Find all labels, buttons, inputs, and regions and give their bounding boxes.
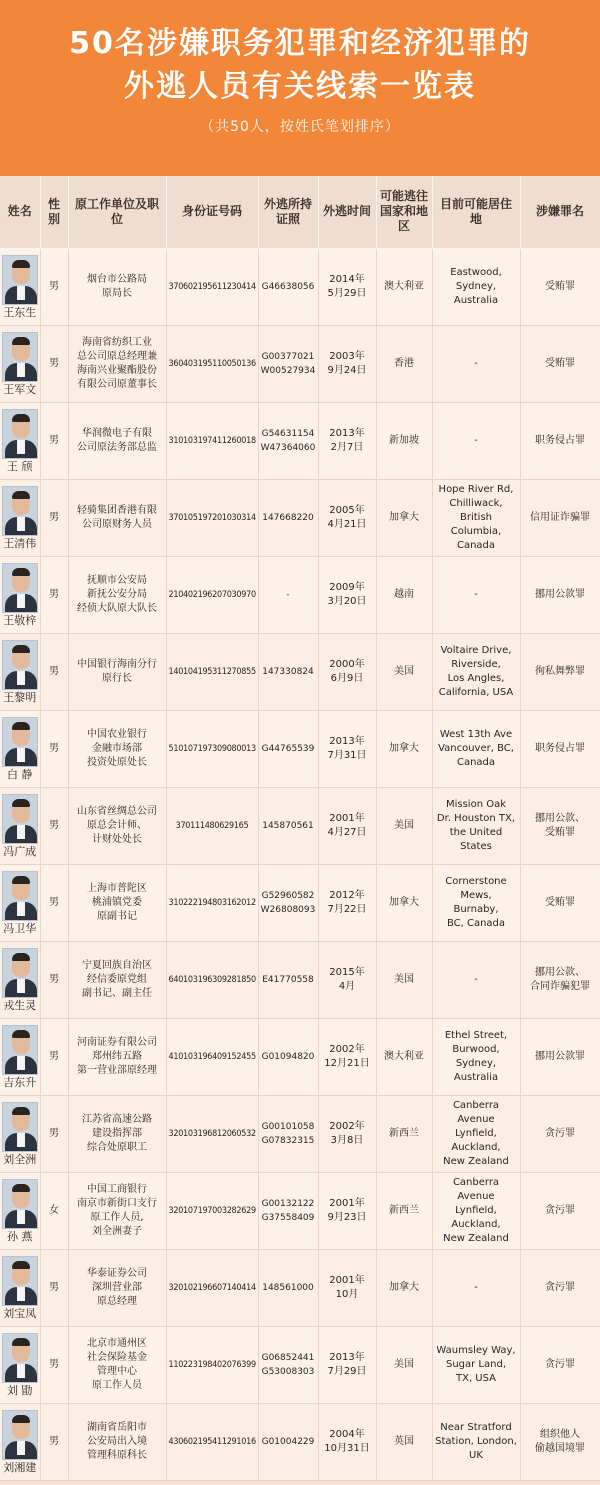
id-number-cell: 310103197411260018 [166,402,258,479]
table-row [0,402,600,479]
unit-cell: 山东省丝绸总公司 原总会计师、 计财处处长 [68,787,166,864]
gender-cell: 男 [40,864,68,941]
crime-cell: 组织他人 偷越国境罪 [520,1403,600,1480]
person-name: 王东生 [3,305,37,319]
person-name: 戎生灵 [3,998,37,1012]
passport-cell: G00132122 G37558409 [258,1172,318,1249]
person-name: 王敬梓 [3,613,37,627]
id-number-cell: 430602195411291016 [166,1403,258,1480]
table-row [0,864,600,941]
name-cell [0,941,40,1018]
person-name: 冯卫华 [3,921,37,935]
gender-cell: 男 [40,556,68,633]
table-row [0,787,600,864]
country-cell: 澳大利亚 [376,248,432,325]
col-header-unit: 原工作单位及职位 [68,176,166,248]
escape-time-cell: 2001年 4月27日 [318,787,376,864]
name-cell [0,325,40,402]
gender-cell: 男 [40,1326,68,1403]
passport-cell: E41770558 [258,941,318,1018]
residence-cell: Hope River Rd, Chilliwack, British Columbia, Canada [432,479,520,556]
residence-cell: Canberra Avenue Lynfield, Auckland, New Zealand [432,1095,520,1172]
residence-cell: Canberra Avenue Lynfield, Auckland, New Zealand [432,1172,520,1249]
crime-cell: 挪用公款罪 [520,1018,600,1095]
name-cell [0,556,40,633]
passport-cell: G06852441 G53008303 [258,1326,318,1403]
gender-cell: 男 [40,248,68,325]
escape-time-cell: 2005年 4月21日 [318,479,376,556]
escape-time-cell: 2013年 7月31日 [318,710,376,787]
crime-cell: 贪污罪 [520,1095,600,1172]
passport-cell: 147668220 [258,479,318,556]
crime-cell: 贪污罪 [520,1249,600,1326]
escape-time-cell: 2000年 6月9日 [318,633,376,710]
gender-cell: 男 [40,1403,68,1480]
crime-cell: 受贿罪 [520,248,600,325]
portrait-photo [2,1179,38,1229]
country-cell: 澳大利亚 [376,1018,432,1095]
table-row [0,633,600,710]
gender-cell: 男 [40,325,68,402]
col-header-name: 姓名 [0,176,40,248]
table-row [0,941,600,1018]
name-cell [0,479,40,556]
portrait-photo [2,640,38,690]
escape-time-cell: 2013年 7月29日 [318,1326,376,1403]
portrait-photo [2,1102,38,1152]
person-name: 王黎明 [3,690,37,704]
escape-time-cell: 2009年 3月20日 [318,556,376,633]
portrait-photo [2,717,38,767]
unit-cell: 烟台市公路局 原局长 [68,248,166,325]
fugitive-table [0,176,600,1481]
passport-cell: G54631154 W47364060 [258,402,318,479]
portrait-photo [2,255,38,305]
residence-cell: Eastwood, Sydney, Australia [432,248,520,325]
unit-cell: 抚顺市公安局 新抚公安分局 经侦大队原大队长 [68,556,166,633]
id-number-cell: 370105197201030314 [166,479,258,556]
page-header [0,0,600,176]
crime-cell: 受贿罪 [520,325,600,402]
name-cell [0,633,40,710]
unit-cell: 华润微电子有限 公司原法务部总监 [68,402,166,479]
country-cell: 美国 [376,941,432,1018]
id-number-cell: 110223198402076399 [166,1326,258,1403]
gender-cell: 男 [40,710,68,787]
col-header-crime: 涉嫌罪名 [520,176,600,248]
table-row [0,710,600,787]
col-header-residence: 目前可能居住地 [432,176,520,248]
unit-cell: 河南证券有限公司 郑州纬五路 第一营业部原经理 [68,1018,166,1095]
residence-cell: Waumsley Way, Sugar Land, TX, USA [432,1326,520,1403]
passport-cell: G52960582 W26808093 [258,864,318,941]
escape-time-cell: 2002年 3月8日 [318,1095,376,1172]
crime-cell: 信用证诈骗罪 [520,479,600,556]
country-cell: 加拿大 [376,1249,432,1326]
portrait-photo [2,409,38,459]
escape-time-cell: 2014年 5月29日 [318,248,376,325]
person-name: 王军文 [3,382,37,396]
residence-cell: - [432,1249,520,1326]
name-cell [0,1326,40,1403]
unit-cell: 江苏省高速公路 建设指挥部 综合处原职工 [68,1095,166,1172]
residence-cell: - [432,941,520,1018]
portrait-photo [2,948,38,998]
passport-cell: - [258,556,318,633]
residence-cell: West 13th Ave Vancouver, BC, Canada [432,710,520,787]
name-cell [0,864,40,941]
crime-cell: 受贿罪 [520,864,600,941]
passport-cell: 148561000 [258,1249,318,1326]
portrait-photo [2,486,38,536]
title-line-1: 50名涉嫌职务犯罪和经济犯罪的 [69,26,531,61]
table-row [0,1326,600,1403]
residence-cell: Ethel Street, Burwood, Sydney, Australia [432,1018,520,1095]
escape-time-cell: 2001年 9月23日 [318,1172,376,1249]
passport-cell: G00377021 W00527934 [258,325,318,402]
escape-time-cell: 2013年 2月7日 [318,402,376,479]
col-header-time: 外逃时间 [318,176,376,248]
unit-cell: 北京市通州区 社会保险基金 管理中心 原工作人员 [68,1326,166,1403]
name-cell [0,402,40,479]
portrait-photo [2,1256,38,1306]
country-cell: 新西兰 [376,1172,432,1249]
person-name: 冯广成 [3,844,37,858]
name-cell [0,248,40,325]
gender-cell: 男 [40,1095,68,1172]
gender-cell: 女 [40,1172,68,1249]
unit-cell: 华泰证券公司 深圳营业部 原总经理 [68,1249,166,1326]
table-row [0,556,600,633]
col-header-id: 身份证号码 [166,176,258,248]
table-row [0,1095,600,1172]
country-cell: 美国 [376,787,432,864]
table-row [0,1403,600,1480]
person-name: 刘宝凤 [3,1306,37,1320]
country-cell: 加拿大 [376,479,432,556]
person-name: 刘 勖 [7,1383,33,1397]
escape-time-cell: 2012年 7月22日 [318,864,376,941]
name-cell [0,1249,40,1326]
id-number-cell: 360403195110050136 [166,325,258,402]
name-cell [0,1018,40,1095]
col-header-gender: 性别 [40,176,68,248]
gender-cell: 男 [40,787,68,864]
table-row [0,1172,600,1249]
unit-cell: 上海市普陀区 桃浦镇党委 原副书记 [68,864,166,941]
id-number-cell: 320102196607140414 [166,1249,258,1326]
passport-cell: 145870561 [258,787,318,864]
unit-cell: 湖南省岳阳市 公安局出入境 管理科原科长 [68,1403,166,1480]
id-number-cell: 640103196309281850 [166,941,258,1018]
country-cell: 美国 [376,1326,432,1403]
passport-cell: G01094820 [258,1018,318,1095]
portrait-photo [2,332,38,382]
id-number-cell: 320103196812060532 [166,1095,258,1172]
portrait-photo [2,563,38,613]
unit-cell: 中国银行海南分行 原行长 [68,633,166,710]
table-row [0,325,600,402]
crime-cell: 挪用公款、 受贿罪 [520,787,600,864]
residence-cell: - [432,556,520,633]
unit-cell: 轻骑集团香港有限 公司原财务人员 [68,479,166,556]
person-name: 白 静 [7,767,33,781]
person-name: 吉东升 [3,1075,37,1089]
gender-cell: 男 [40,1018,68,1095]
portrait-photo [2,1410,38,1460]
id-number-cell: 370602195611230414 [166,248,258,325]
id-number-cell: 310222194803162012 [166,864,258,941]
portrait-photo [2,1333,38,1383]
portrait-photo [2,794,38,844]
name-cell [0,1403,40,1480]
unit-cell: 中国工商银行 南京市新街口支行 原工作人员, 刘全洲妻子 [68,1172,166,1249]
id-number-cell: 370111480629165 [166,787,258,864]
gender-cell: 男 [40,402,68,479]
portrait-photo [2,871,38,921]
unit-cell: 宁夏回族自治区 经信委原党组 副书记、副主任 [68,941,166,1018]
col-header-cert: 外逃所持证照 [258,176,318,248]
country-cell: 新加坡 [376,402,432,479]
person-name: 孙 燕 [7,1229,33,1243]
crime-cell: 贪污罪 [520,1326,600,1403]
person-name: 刘湘建 [3,1460,37,1474]
person-name: 王 颀 [7,459,33,473]
gender-cell: 男 [40,479,68,556]
crime-cell: 挪用公款罪 [520,556,600,633]
id-number-cell: 140104195311270855 [166,633,258,710]
escape-time-cell: 2002年 12月21日 [318,1018,376,1095]
escape-time-cell: 2004年 10月31日 [318,1403,376,1480]
crime-cell: 徇私舞弊罪 [520,633,600,710]
residence-cell: Cornerstone Mews, Burnaby, BC, Canada [432,864,520,941]
name-cell [0,787,40,864]
name-cell [0,1172,40,1249]
unit-cell: 中国农业银行 金融市场部 投资处原处长 [68,710,166,787]
gender-cell: 男 [40,633,68,710]
residence-cell: - [432,325,520,402]
person-name: 王清伟 [3,536,37,550]
passport-cell: G01004229 [258,1403,318,1480]
gender-cell: 男 [40,1249,68,1326]
crime-cell: 职务侵占罪 [520,710,600,787]
residence-cell: - [432,402,520,479]
passport-cell: G00101058 G07832315 [258,1095,318,1172]
name-cell [0,1095,40,1172]
escape-time-cell: 2003年 9月24日 [318,325,376,402]
country-cell: 英国 [376,1403,432,1480]
subtitle: （共50人，按姓氏笔划排序） [200,119,400,135]
residence-cell: Voltaire Drive, Riverside, Los Angles, California, USA [432,633,520,710]
table-row [0,248,600,325]
gender-cell: 男 [40,941,68,1018]
passport-cell: 147330824 [258,633,318,710]
residence-cell: Near Stratford Station, London, UK [432,1403,520,1480]
country-cell: 越南 [376,556,432,633]
table-row [0,1018,600,1095]
unit-cell: 海南省纺织工业 总公司原总经理兼 海南兴业聚酯股份 有限公司原董事长 [68,325,166,402]
crime-cell: 挪用公款、 合同诈骗犯罪 [520,941,600,1018]
table-row [0,1249,600,1326]
escape-time-cell: 2015年 4月 [318,941,376,1018]
escape-time-cell: 2001年 10月 [318,1249,376,1326]
table-row [0,479,600,556]
country-cell: 美国 [376,633,432,710]
table-header-row [0,176,600,248]
passport-cell: G44765539 [258,710,318,787]
country-cell: 加拿大 [376,710,432,787]
id-number-cell: 320107197003282629 [166,1172,258,1249]
crime-cell: 贪污罪 [520,1172,600,1249]
name-cell [0,710,40,787]
country-cell: 新西兰 [376,1095,432,1172]
crime-cell: 职务侵占罪 [520,402,600,479]
col-header-country: 可能逃往国家和地区 [376,176,432,248]
id-number-cell: 410103196409152455 [166,1018,258,1095]
id-number-cell: 210402196207030970 [166,556,258,633]
residence-cell: Mission Oak Dr. Houston TX, the United States [432,787,520,864]
id-number-cell: 510107197309080013 [166,710,258,787]
person-name: 刘全洲 [3,1152,37,1166]
country-cell: 加拿大 [376,864,432,941]
title-line-2: 外逃人员有关线索一览表 [124,69,476,104]
portrait-photo [2,1025,38,1075]
passport-cell: G46638056 [258,248,318,325]
country-cell: 香港 [376,325,432,402]
